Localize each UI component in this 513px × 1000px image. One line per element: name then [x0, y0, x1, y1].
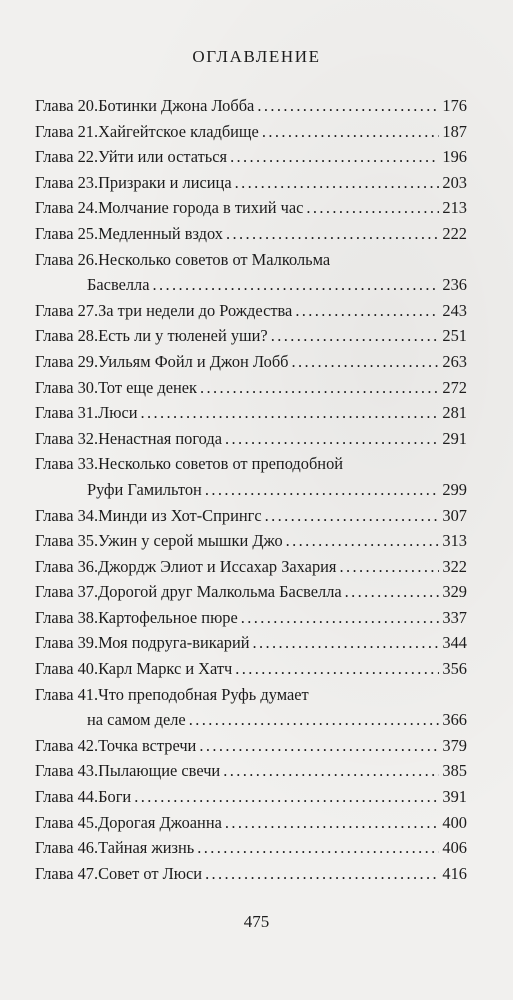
- chapter-title-continuation: Руфи Гамильтон: [87, 479, 202, 499]
- chapter-page-number: 337: [442, 607, 467, 627]
- dot-leader: [292, 352, 440, 372]
- toc-entry-line: [35, 147, 467, 173]
- toc-entry-line: [35, 326, 467, 352]
- toc-entry: [35, 813, 467, 839]
- toc-entry: [35, 96, 467, 122]
- chapter-title: Уильям Фойл и Джон Лобб: [98, 351, 289, 371]
- chapter-page-number: 187: [442, 121, 467, 141]
- chapter-page-number: 385: [442, 761, 467, 781]
- dot-leader: [345, 582, 440, 602]
- chapter-page-number: 406: [442, 838, 467, 858]
- chapter-page-number: 299: [442, 479, 467, 499]
- toc-entry-line: [35, 250, 467, 276]
- toc-entry: [35, 787, 467, 813]
- chapter-number: Глава 28.: [35, 326, 99, 346]
- chapter-title-continuation: на самом деле: [87, 710, 186, 730]
- chapter-page-number: 176: [442, 96, 467, 115]
- chapter-number: Глава 41.: [35, 684, 99, 704]
- chapter-page-number: 366: [442, 710, 467, 730]
- chapter-title: Картофельное пюре: [98, 607, 238, 627]
- toc-entry: [35, 685, 467, 736]
- toc-entry: [35, 864, 467, 890]
- dot-leader: [226, 224, 439, 244]
- chapter-page-number: 243: [442, 300, 467, 320]
- chapter-title: Несколько советов от Малкольма: [98, 249, 331, 269]
- toc-entry: [35, 224, 467, 250]
- chapter-title: Пылающие свечи: [98, 761, 221, 781]
- toc-entry-line: [35, 506, 467, 532]
- chapter-title: Совет от Люси: [98, 863, 203, 883]
- toc-entry: [35, 838, 467, 864]
- toc-entry-line: [35, 403, 467, 429]
- toc-entry: [35, 173, 467, 199]
- chapter-number: Глава 40.: [35, 659, 99, 679]
- toc-entry: [35, 582, 467, 608]
- chapter-number: Глава 37.: [35, 582, 99, 602]
- toc-entry-line: [35, 480, 467, 506]
- toc-entry-line: [35, 224, 467, 250]
- chapter-page-number: 251: [442, 326, 467, 346]
- chapter-number: Глава 22.: [35, 147, 99, 167]
- toc-entry-line: [35, 454, 467, 480]
- chapter-number: Глава 20.: [35, 96, 99, 115]
- chapter-number: Глава 38.: [35, 607, 99, 627]
- chapter-page-number: 291: [442, 428, 467, 448]
- toc-entry-line: [35, 659, 467, 685]
- toc-entry-line: [35, 301, 467, 327]
- chapter-number: Глава 43.: [35, 761, 99, 781]
- chapter-title: Призраки и лисица: [98, 172, 232, 192]
- chapter-title: Тайная жизнь: [98, 838, 195, 858]
- toc-entry-line: [35, 710, 467, 736]
- chapter-page-number: 203: [442, 172, 467, 192]
- toc-entry-line: [35, 787, 467, 813]
- chapter-page-number: 236: [442, 275, 467, 295]
- chapter-page-number: 329: [442, 582, 467, 602]
- chapter-page-number: 400: [442, 812, 467, 832]
- toc-entry: [35, 378, 467, 404]
- dot-leader: [262, 122, 440, 142]
- toc-entry-line: [35, 685, 467, 711]
- chapter-number: Глава 33.: [35, 454, 99, 474]
- toc-entry: [35, 659, 467, 685]
- toc-entry: [35, 454, 467, 505]
- chapter-number: Глава 39.: [35, 633, 99, 653]
- dot-leader: [252, 633, 439, 653]
- toc-entry: [35, 736, 467, 762]
- dot-leader: [200, 378, 439, 398]
- chapter-page-number: 322: [442, 556, 467, 576]
- chapter-page-number: 391: [442, 787, 467, 807]
- toc-entry-line: [35, 122, 467, 148]
- chapter-title: Хайгейтское кладбище: [98, 121, 259, 141]
- dot-leader: [205, 864, 439, 884]
- chapter-page-number: 263: [442, 351, 467, 371]
- chapter-number: Глава 46.: [35, 838, 99, 858]
- toc-entry-line: [35, 761, 467, 787]
- chapter-title: Боги: [98, 787, 132, 807]
- toc-entry-line: [35, 198, 467, 224]
- chapter-title: Дорогая Джоанна: [98, 812, 222, 832]
- dot-leader: [286, 531, 440, 551]
- chapter-page-number: 344: [442, 633, 467, 653]
- chapter-page-number: 196: [442, 147, 467, 167]
- toc-entry: [35, 531, 467, 557]
- toc-entry: [35, 198, 467, 224]
- dot-leader: [230, 147, 439, 167]
- toc-entry: [35, 147, 467, 173]
- toc-entry-line: [35, 352, 467, 378]
- chapter-number: Глава 21.: [35, 121, 99, 141]
- chapter-number: Глава 23.: [35, 172, 99, 192]
- chapter-title: Дорогой друг Малкольма Басвелла: [98, 582, 342, 602]
- toc-entry-line: [35, 378, 467, 404]
- dot-leader: [225, 429, 439, 449]
- toc-entry: [35, 506, 467, 532]
- toc-entry-line: [35, 557, 467, 583]
- chapter-title: Ботинки Джона Лобба: [98, 96, 255, 115]
- chapter-number: Глава 32.: [35, 428, 99, 448]
- chapter-page-number: 313: [442, 531, 467, 551]
- toc-entry: [35, 352, 467, 378]
- chapter-title: Люси: [98, 403, 138, 423]
- chapter-page-number: 307: [442, 505, 467, 525]
- chapter-number: Глава 24.: [35, 198, 99, 218]
- dot-leader: [271, 326, 440, 346]
- chapter-number: Глава 36.: [35, 556, 99, 576]
- dot-leader: [189, 710, 440, 730]
- chapter-number: Глава 30.: [35, 377, 99, 397]
- toc-entry-line: [35, 96, 467, 122]
- toc-entry: [35, 429, 467, 455]
- chapter-number: Глава 26.: [35, 249, 99, 269]
- dot-leader: [265, 506, 440, 526]
- dot-leader: [199, 736, 439, 756]
- toc-entry: [35, 557, 467, 583]
- dot-leader: [339, 557, 439, 577]
- chapter-title: Несколько советов от преподобной: [98, 454, 344, 474]
- chapter-number: Глава 42.: [35, 735, 99, 755]
- toc-entry-line: [35, 275, 467, 301]
- chapter-number: Глава 34.: [35, 505, 99, 525]
- toc-entry: [35, 326, 467, 352]
- dot-leader: [197, 838, 439, 858]
- chapter-title: Карл Маркс и Хатч: [98, 659, 233, 679]
- toc-entry-line: [35, 608, 467, 634]
- toc-entry-line: [35, 429, 467, 455]
- page-number: 475: [243, 912, 270, 931]
- dot-leader: [225, 813, 440, 833]
- chapter-number: Глава 35.: [35, 531, 99, 551]
- chapter-title: Уйти или остаться: [98, 147, 228, 167]
- toc-entry-line: [35, 864, 467, 890]
- chapter-page-number: 213: [442, 198, 467, 218]
- toc-entry-line: [35, 633, 467, 659]
- toc-entry-line: [35, 736, 467, 762]
- dot-leader: [235, 659, 439, 679]
- toc-entry: [35, 301, 467, 327]
- toc-heading: ОГЛАВЛЕНИЕ: [192, 47, 321, 66]
- dot-leader: [295, 301, 439, 321]
- chapter-title: Ужин у серой мышки Джо: [98, 531, 283, 551]
- chapter-page-number: 222: [442, 223, 467, 243]
- chapter-number: Глава 25.: [35, 223, 99, 243]
- chapter-number: Глава 31.: [35, 403, 99, 423]
- toc-entry: [35, 122, 467, 148]
- dot-leader: [257, 96, 439, 116]
- dot-leader: [223, 761, 439, 781]
- chapter-title: За три недели до Рождества: [98, 300, 293, 320]
- chapter-number: Глава 47.: [35, 863, 99, 883]
- dot-leader: [134, 787, 439, 807]
- dot-leader: [306, 198, 439, 218]
- chapter-title: Точка встречи: [98, 735, 197, 755]
- chapter-title: Есть ли у тюленей уши?: [98, 326, 268, 346]
- table-of-contents: [35, 96, 467, 889]
- dot-leader: [141, 403, 440, 423]
- chapter-page-number: 281: [442, 403, 467, 423]
- chapter-title: Что преподобная Руфь думает: [98, 684, 309, 704]
- chapter-title: Минди из Хот-Спрингс: [98, 505, 262, 525]
- chapter-title: Джордж Элиот и Иссахар Захария: [98, 556, 337, 576]
- dot-leader: [205, 480, 440, 500]
- chapter-page-number: 379: [442, 735, 467, 755]
- dot-leader: [153, 275, 440, 295]
- chapter-title: Моя подруга-викарий: [98, 633, 250, 653]
- toc-entry-line: [35, 813, 467, 839]
- chapter-number: Глава 45.: [35, 812, 99, 832]
- toc-entry-line: [35, 838, 467, 864]
- chapter-page-number: 272: [442, 377, 467, 397]
- toc-entry-line: [35, 173, 467, 199]
- chapter-number: Глава 27.: [35, 300, 99, 320]
- chapter-title: Медленный вздох: [98, 223, 223, 243]
- dot-leader: [241, 608, 440, 628]
- chapter-title: Тот еще денек: [98, 377, 198, 397]
- toc-entry: [35, 633, 467, 659]
- chapter-title: Ненастная погода: [98, 428, 222, 448]
- toc-entry: [35, 608, 467, 634]
- chapter-number: Глава 29.: [35, 351, 99, 371]
- chapter-number: Глава 44.: [35, 787, 99, 807]
- toc-entry: [35, 403, 467, 429]
- chapter-page-number: 416: [442, 863, 467, 883]
- dot-leader: [235, 173, 440, 193]
- chapter-title: Молчание города в тихий час: [98, 198, 304, 218]
- toc-entry: [35, 761, 467, 787]
- chapter-page-number: 356: [442, 659, 467, 679]
- toc-entry: [35, 250, 467, 301]
- toc-entry-line: [35, 582, 467, 608]
- toc-entry-line: [35, 531, 467, 557]
- chapter-title-continuation: Басвелла: [87, 275, 150, 295]
